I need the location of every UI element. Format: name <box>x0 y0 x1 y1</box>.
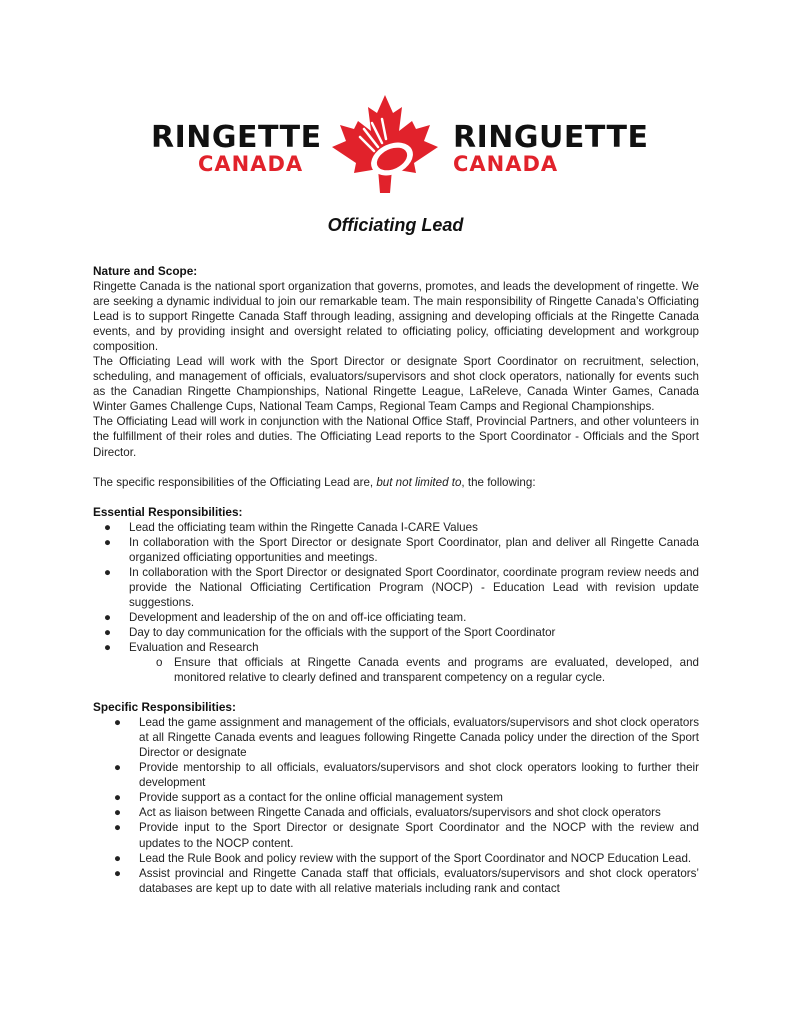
logo-english-bottom: CANADA <box>198 152 304 176</box>
list-item-text: Lead the officiating team within the Ringette Canada I-CARE Values <box>129 520 478 534</box>
list-item <box>93 610 699 625</box>
bullet-icon: ● <box>114 866 122 880</box>
nature-scope-paragraph: The Officiating Lead will work in conjunction with the National Office Staff, Provincial Partners, and other volunteers in the fulfillment of their roles and duties. The Officiating Lead reports to the Sport Coordinator - Officials and the Sport Director. <box>93 415 699 459</box>
list-item-text: In collaboration with the Sport Director or designated Sport Coordinator, coordinate program review needs and provide the National Officiating Certification Program (NOCP) - Education Lead with revision update suggestions. <box>129 565 699 609</box>
logo-french-bottom: CANADA <box>453 152 559 176</box>
bullet-icon: ● <box>114 851 122 865</box>
nature-scope-paragraph: Ringette Canada is the national sport organization that governs, promotes, and leads the development of ringette. We are seeking a dynamic individual to join our remarkable team. The main responsibility of Ringette Canada’s Officiating Lead is to support Ringette Canada Staff through leading, assigning and developing officials at the Ringette Canada events, and by providing insight and oversight related to officiating policy, officiating development and workgroup composition. <box>93 280 699 354</box>
sub-bullet-icon: o <box>156 656 163 670</box>
maple-leaf-ring-icon <box>330 93 440 197</box>
bullet-icon: ● <box>114 806 122 820</box>
bullet-icon: ● <box>104 610 112 624</box>
list-item <box>93 805 699 820</box>
list-item-text: Lead the game assignment and management of the officials, evaluators/supervisors and shot clock operators at all Ringette Canada events and leagues following Ringette Canada policy under the direction of the Sport Director or designate <box>139 716 699 760</box>
list-item-text: Lead the Rule Book and policy review with the support of the Sport Coordinator and NOCP Education Lead. <box>139 851 692 865</box>
nature-scope-paragraph: The Officiating Lead will work with the Sport Director or designate Sport Coordinator on recruitment, selection, scheduling, and management of officials, evaluators/supervisors and shot clock operators, nationally for events such as the Canadian Ringette Championships, National Ringette League, LaReleve, Canada Winter Games, Canada Winter Games Challenge Cups, National Team Camps, Regional Team Camps and Regional Championships. <box>93 355 699 414</box>
bullet-icon: ● <box>114 791 122 805</box>
intro-text: The specific responsibilities of the Officiating Lead are, <box>93 475 377 489</box>
ringette-canada-logo <box>148 93 649 199</box>
list-item <box>93 851 699 866</box>
list-item <box>93 520 699 535</box>
list-item <box>93 715 699 760</box>
bullet-icon: ● <box>114 716 122 730</box>
list-item <box>93 535 699 565</box>
bullet-icon: ● <box>104 625 112 639</box>
bullet-icon: ● <box>104 565 112 579</box>
bullet-icon: ● <box>104 520 112 534</box>
list-item <box>93 760 699 790</box>
list-item-text: Act as liaison between Ringette Canada and officials, evaluators/supervisors and shot clock operators <box>139 806 661 820</box>
specific-responsibilities-list <box>93 715 699 896</box>
list-item-text: Provide mentorship to all officials, evaluators/supervisors and shot clock operators looking to further their development <box>139 761 699 790</box>
responsibilities-intro <box>93 475 699 490</box>
document-body <box>93 264 699 896</box>
page-title: Officiating Lead <box>327 215 464 235</box>
bullet-icon: ● <box>114 761 122 775</box>
bullet-icon: ● <box>104 640 112 654</box>
list-item-text: Evaluation and Research <box>129 640 259 654</box>
list-item-text: Provide input to the Sport Director or designate Sport Coordinator and the NOCP with the review and updates to the NOCP content. <box>139 821 699 850</box>
bullet-icon: ● <box>114 821 122 835</box>
specific-responsibilities-heading: Specific Responsibilities: <box>93 700 236 715</box>
logo-french-top: RINGUETTE <box>453 120 649 155</box>
sub-list-item-text: Ensure that officials at Ringette Canada events and programs are evaluated, developed, and monitored relative to clearly defined and transparent competency on a regular cycle. <box>174 656 699 685</box>
list-item-text: Development and leadership of the on and off-ice officiating team. <box>129 610 467 624</box>
list-item-text: Assist provincial and Ringette Canada staff that officials, evaluators/supervisors and shot clock operators’ databases are kept up to date with all relative materials including rank and contact <box>139 866 699 895</box>
list-item <box>93 640 699 655</box>
list-item-text: Day to day communication for the officials with the support of the Sport Coordinator <box>129 625 556 639</box>
essential-sub-list <box>93 655 699 685</box>
intro-italic-text: but not limited to <box>376 475 462 489</box>
list-item <box>93 790 699 805</box>
sub-list-item <box>93 655 699 685</box>
list-item <box>93 866 699 896</box>
list-item-text: In collaboration with the Sport Director or designate Sport Coordinator, plan and deliver all Ringette Canada organized officiating opportunities and meetings. <box>129 535 699 564</box>
essential-responsibilities-list <box>93 520 699 655</box>
list-item <box>93 565 699 610</box>
logo-english-top: RINGETTE <box>151 120 322 155</box>
list-item <box>93 625 699 640</box>
list-item-text: Provide support as a contact for the online official management system <box>139 791 503 805</box>
intro-text-end: , the following: <box>461 475 536 489</box>
list-item <box>93 820 699 850</box>
nature-scope-heading: Nature and Scope: <box>93 264 198 278</box>
bullet-icon: ● <box>104 535 112 549</box>
essential-responsibilities-heading: Essential Responsibilities: <box>93 504 243 519</box>
